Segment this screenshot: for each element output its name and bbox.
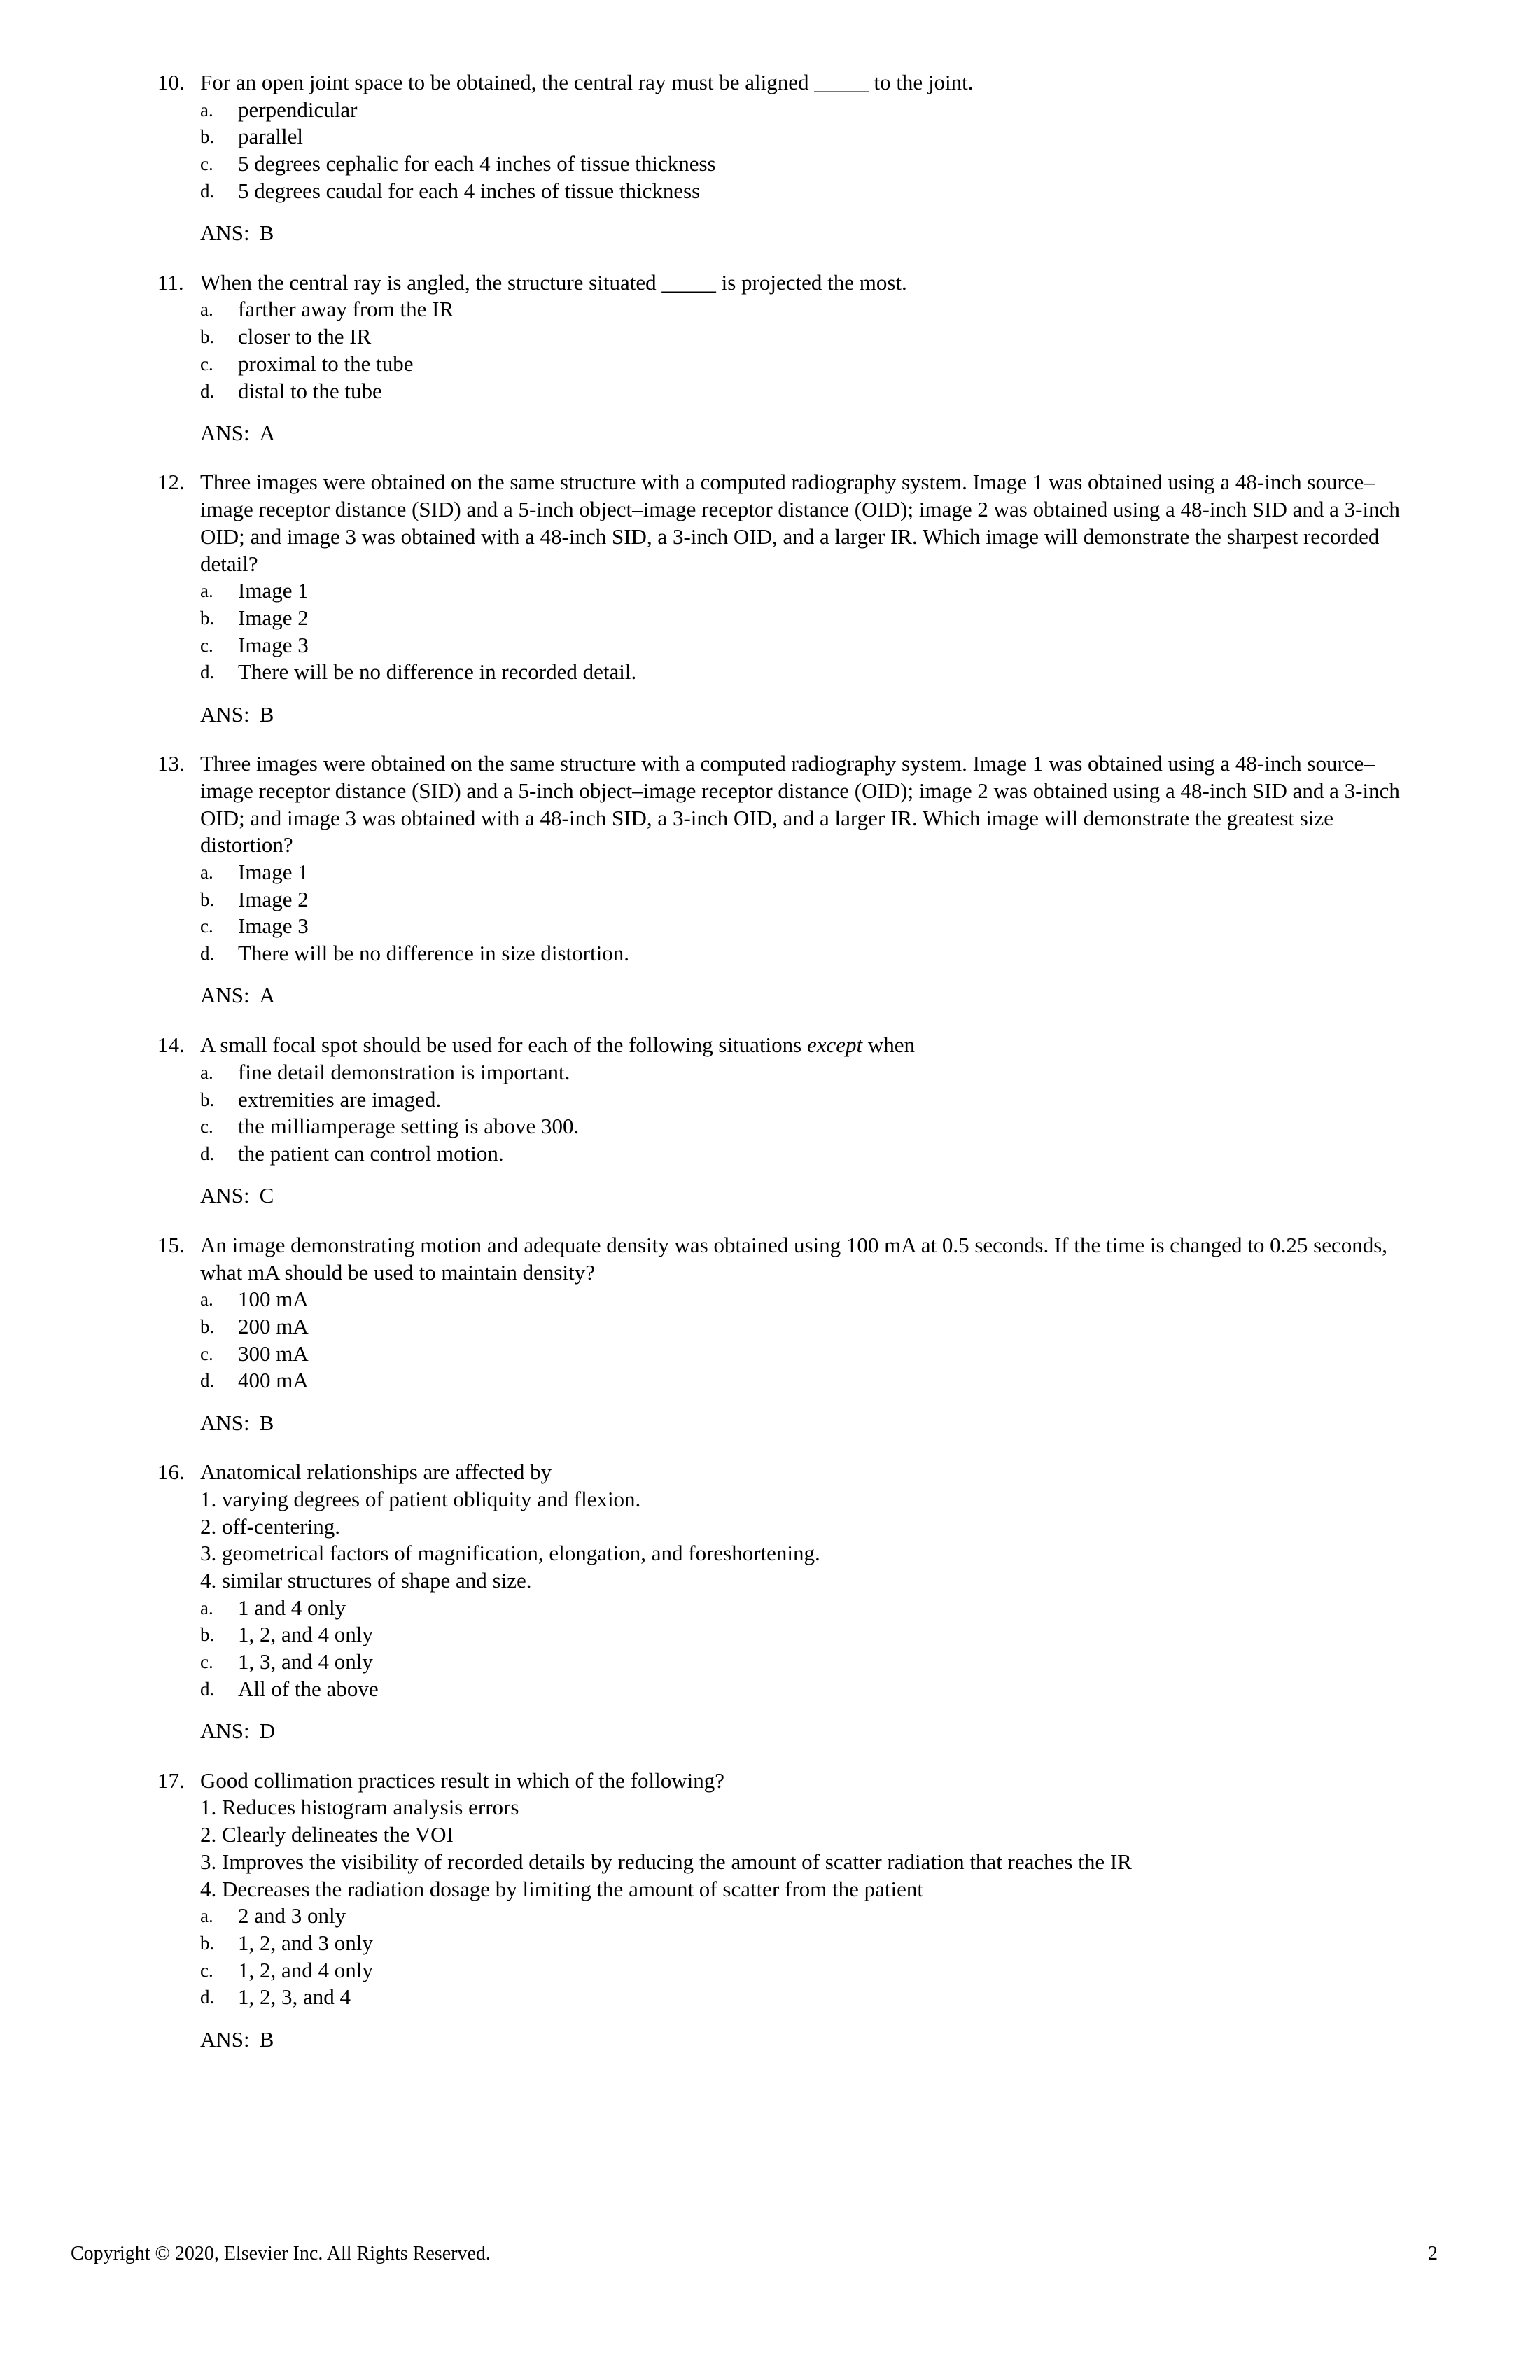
option-text: Image 1 <box>238 578 309 603</box>
question-number: 13. <box>158 751 185 776</box>
option-letter: d. <box>200 380 215 402</box>
option-letter: a. <box>200 580 214 602</box>
option-letter: a. <box>200 862 214 883</box>
numbered-statement: 4. similar structures of shape and size. <box>200 1568 532 1593</box>
question-block <box>158 1768 1432 2054</box>
option-text: perpendicular <box>238 97 358 122</box>
option-letter: c. <box>200 1343 214 1364</box>
question-stem <box>158 1768 1432 1795</box>
answer-option <box>158 1595 1432 1622</box>
answer-value: A <box>259 983 276 1008</box>
question-block <box>158 469 1432 728</box>
question-stem <box>158 1032 1432 1059</box>
option-letter: d. <box>200 1370 215 1392</box>
question-text <box>200 1032 1422 1059</box>
answer-key <box>158 1718 1432 1745</box>
answer-label: ANS: <box>200 983 250 1008</box>
option-text: 300 mA <box>238 1340 309 1366</box>
question-number: 16. <box>158 1460 185 1485</box>
answer-option <box>158 1984 1432 2011</box>
answer-label: ANS: <box>200 220 250 246</box>
answer-option <box>158 859 1432 886</box>
question-number: 10. <box>158 70 185 94</box>
option-letter: c. <box>200 1116 214 1138</box>
page-number: 2 <box>1428 2243 1438 2264</box>
answer-option <box>158 1059 1432 1086</box>
option-letter: b. <box>200 1932 215 1954</box>
answer-option <box>158 1676 1432 1703</box>
option-text: distal to the tube <box>238 378 382 403</box>
question-text: Three images were obtained on the same structure with a computed radiography system. Image 1 was obtained using a 48-inch source–image receptor distance (SID) and a 5-inch object–image receptor distance (OID); image 2 was obtained using a 48-inch SID and a 3-inch OID; and image 3 was obtained with a 48-inch SID, a 3-inch OID, and a larger IR. Which image will demonstrate the greatest size distortion? <box>200 751 1400 858</box>
option-letter: b. <box>200 1315 215 1337</box>
option-letter: d. <box>200 662 215 683</box>
answer-option <box>158 1140 1432 1168</box>
question-number: 11. <box>158 270 184 295</box>
answer-option <box>158 1621 1432 1648</box>
answer-option <box>158 1286 1432 1313</box>
answer-option <box>158 296 1432 323</box>
answer-option <box>158 1903 1432 1930</box>
option-letter: d. <box>200 1987 215 2008</box>
question-block <box>158 1232 1432 1436</box>
option-letter: b. <box>200 888 215 910</box>
question-block <box>158 1032 1432 1210</box>
numbered-statement: 1. Reduces histogram analysis errors <box>200 1795 519 1820</box>
answer-label: ANS: <box>200 1183 250 1208</box>
option-text: 2 and 3 only <box>238 1903 346 1928</box>
question-text: For an open joint space to be obtained, the central ray must be aligned _____ to the joint. <box>200 70 974 94</box>
answer-option <box>158 378 1432 405</box>
question-stem <box>158 1459 1432 1486</box>
option-text: All of the above <box>238 1676 379 1701</box>
option-text: fine detail demonstration is important. <box>238 1059 570 1084</box>
answer-key <box>158 1410 1432 1437</box>
answer-key <box>158 420 1432 447</box>
question-text: Three images were obtained on the same structure with a computed radiography system. Image 1 was obtained using a 48-inch source–image receptor distance (SID) and a 5-inch object–image receptor distance (OID); image 2 was obtained using a 48-inch SID and a 3-inch OID; and image 3 was obtained with a 48-inch SID, a 3-inch OID, and a larger IR. Which image will demonstrate the sharpest recorded detail? <box>200 470 1400 576</box>
option-letter: b. <box>200 1624 215 1646</box>
option-letter: d. <box>200 180 215 202</box>
question-text-part: A small focal spot should be used for each of the following situations <box>200 1032 807 1058</box>
answer-label: ANS: <box>200 1410 250 1435</box>
option-letter: c. <box>200 634 214 656</box>
option-text: 1, 2, and 3 only <box>238 1930 373 1955</box>
answer-option <box>158 913 1432 940</box>
option-letter: b. <box>200 126 215 148</box>
question-stem <box>158 1232 1432 1286</box>
option-text: Image 2 <box>238 886 309 911</box>
question-stem <box>158 69 1432 97</box>
option-text: 1, 3, and 4 only <box>238 1649 373 1674</box>
option-text: proximal to the tube <box>238 351 414 376</box>
answer-key <box>158 982 1432 1009</box>
question-text: Anatomical relationships are affected by <box>200 1460 552 1485</box>
answer-value: D <box>259 1718 276 1744</box>
answer-option <box>158 659 1432 686</box>
question-text-emphasis: except <box>807 1032 863 1058</box>
option-text: 200 mA <box>238 1313 309 1338</box>
option-letter: a. <box>200 1597 214 1618</box>
answer-option <box>158 123 1432 150</box>
answer-option <box>158 1648 1432 1676</box>
option-letter: a. <box>200 299 214 321</box>
option-letter: a. <box>200 1289 214 1310</box>
answer-option <box>158 178 1432 205</box>
numbered-statement: 1. varying degrees of patient obliquity and flexion. <box>200 1486 641 1511</box>
option-text: Image 3 <box>238 632 309 657</box>
option-letter: b. <box>200 326 215 348</box>
answer-option <box>158 351 1432 378</box>
option-letter: a. <box>200 1061 214 1083</box>
question-block <box>158 1459 1432 1745</box>
option-letter: d. <box>200 1142 215 1164</box>
answer-option <box>158 940 1432 967</box>
numbered-statement: 3. geometrical factors of magnification, elongation, and foreshortening. <box>200 1541 820 1566</box>
question-number: 17. <box>158 1768 185 1793</box>
option-text: 1, 2, 3, and 4 <box>238 1984 351 2010</box>
answer-value: B <box>259 2026 274 2052</box>
answer-option <box>158 1957 1432 1984</box>
option-text: parallel <box>238 124 303 149</box>
answer-label: ANS: <box>200 1718 250 1744</box>
answer-option <box>158 1313 1432 1340</box>
numbered-statement: 2. Clearly delineates the VOI <box>200 1822 454 1847</box>
question-number: 12. <box>158 470 185 495</box>
option-letter: d. <box>200 1678 215 1700</box>
copyright-notice: Copyright © 2020, Elsevier Inc. All Rights Reserved. <box>71 2243 491 2264</box>
option-text: the milliamperage setting is above 300. <box>238 1114 580 1139</box>
answer-value: B <box>259 1410 274 1435</box>
option-letter: c. <box>200 353 214 374</box>
numbered-statement: 3. Improves the visibility of recorded details by reducing the amount of scatter radiation that reaches the IR <box>200 1849 1132 1874</box>
option-letter: b. <box>200 1088 215 1110</box>
option-text: the patient can control motion. <box>238 1140 504 1166</box>
option-text: Image 1 <box>238 860 309 885</box>
question-block <box>158 69 1432 247</box>
option-text: 100 mA <box>238 1287 309 1312</box>
option-text: There will be no difference in recorded detail. <box>238 659 637 685</box>
option-letter: c. <box>200 1959 214 1981</box>
question-block <box>158 750 1432 1009</box>
answer-value: C <box>259 1183 274 1208</box>
answer-key <box>158 1182 1432 1210</box>
option-letter: b. <box>200 607 215 629</box>
answer-option <box>158 578 1432 605</box>
answer-value: B <box>259 220 274 246</box>
question-list <box>158 69 1432 2076</box>
numbered-statement: 4. Decreases the radiation dosage by limiting the amount of scatter from the patient <box>200 1876 924 1901</box>
answer-value: B <box>259 701 274 727</box>
answer-option <box>158 605 1432 632</box>
question-text: Good collimation practices result in which of the following? <box>200 1768 724 1793</box>
option-text: 5 degrees cephalic for each 4 inches of tissue thickness <box>238 151 716 176</box>
option-letter: d. <box>200 943 215 965</box>
option-text: 5 degrees caudal for each 4 inches of tissue thickness <box>238 178 701 203</box>
option-text: extremities are imaged. <box>238 1086 442 1112</box>
option-letter: a. <box>200 99 214 120</box>
option-letter: a. <box>200 1905 214 1927</box>
answer-option <box>158 632 1432 659</box>
answer-key <box>158 220 1432 247</box>
option-letter: c. <box>200 1651 214 1673</box>
question-stem <box>158 750 1432 859</box>
answer-value: A <box>259 420 276 445</box>
question-text-part: when <box>862 1032 916 1058</box>
numbered-statement: 2. off-centering. <box>200 1513 340 1539</box>
answer-option <box>158 1086 1432 1114</box>
option-letter: c. <box>200 916 214 937</box>
option-letter: c. <box>200 153 214 175</box>
answer-key <box>158 701 1432 729</box>
option-text: 1 and 4 only <box>238 1595 346 1620</box>
question-text: An image demonstrating motion and adequate density was obtained using 100 mA at 0.5 seconds. If the time is changed to 0.25 seconds, what mA should be used to maintain density? <box>200 1232 1388 1284</box>
option-text: Image 3 <box>238 913 309 939</box>
answer-option <box>158 1367 1432 1394</box>
question-text: When the central ray is angled, the structure situated _____ is projected the most. <box>200 270 907 295</box>
answer-label: ANS: <box>200 2026 250 2052</box>
answer-option <box>158 150 1432 178</box>
question-number: 15. <box>158 1232 185 1257</box>
question-block <box>158 270 1432 447</box>
answer-label: ANS: <box>200 420 250 445</box>
question-number: 14. <box>158 1032 185 1058</box>
question-stem <box>158 469 1432 578</box>
option-text: There will be no difference in size distortion. <box>238 941 629 966</box>
option-text: 1, 2, and 4 only <box>238 1957 373 1982</box>
answer-option <box>158 323 1432 351</box>
option-text: Image 2 <box>238 605 309 630</box>
answer-label: ANS: <box>200 701 250 727</box>
answer-option <box>158 97 1432 124</box>
option-text: 400 mA <box>238 1368 309 1393</box>
answer-option <box>158 1113 1432 1140</box>
option-text: farther away from the IR <box>238 297 454 322</box>
answer-key <box>158 2026 1432 2054</box>
question-stem <box>158 270 1432 297</box>
answer-option <box>158 1340 1432 1368</box>
answer-option <box>158 1930 1432 1957</box>
option-text: 1, 2, and 4 only <box>238 1622 373 1647</box>
option-text: closer to the IR <box>238 324 372 349</box>
answer-option <box>158 886 1432 913</box>
